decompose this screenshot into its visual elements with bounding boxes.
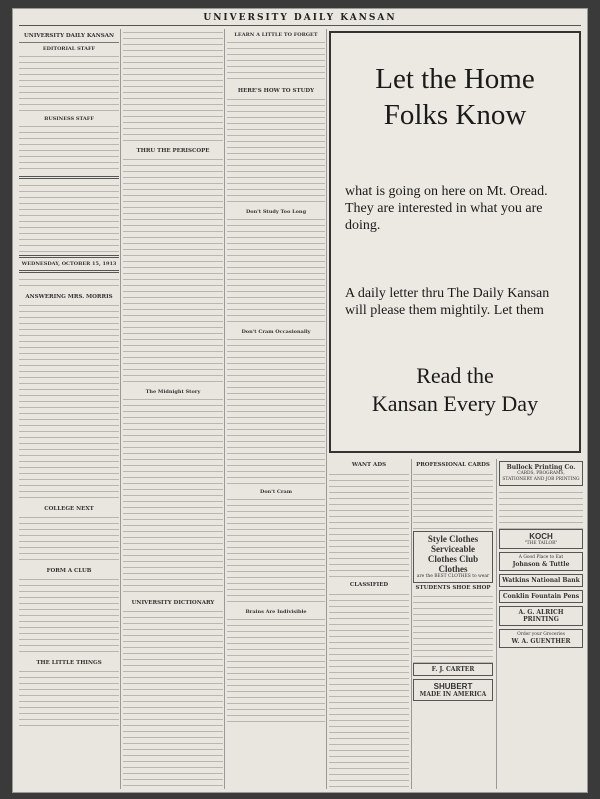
ad-body-2: A daily letter thru The Daily Kansan will please them mightily. Let them [345,286,550,318]
date-line: WEDNESDAY, OCTOBER 15, 1913 [21,261,117,267]
guenther-pre: Order your Groceries [517,632,565,638]
ad-body-1: what is going on here on Mt. Oread. They are interested in what you are doing. [345,184,548,233]
column-1 [19,29,119,789]
bullock-sub: CARDS, PROGRAMS, STATIONERY AND JOB PRINTING [502,471,580,482]
ad-headline-line1: Let the Home [375,63,535,95]
article-text [19,514,119,564]
classified-heading: CLASSIFIED [349,581,389,588]
article-text [227,496,325,606]
conklin-title: Conklin Fountain Pens [502,593,580,601]
classified-text [329,591,409,791]
johnson-pre: A Good Place to Eat [518,555,564,561]
article-text [227,96,325,206]
koch-ad [499,529,583,550]
conklin-ad [499,590,583,603]
headline-college-next: COLLEGE NEXT [44,506,94,512]
headline-periscope: THRU THE PERISCOPE [136,148,210,154]
article-text [227,336,325,486]
column-divider [224,29,225,789]
business-ads-column [499,461,583,791]
column-2 [123,29,223,789]
want-ads-column [329,461,409,791]
johnson-ad [499,552,583,571]
divider [19,42,119,43]
ad-kansan-every-day: Kansan Every Day [371,391,539,416]
masthead: UNIVERSITY DAILY KANSAN [203,13,397,23]
alrich-name: A. G. ALRICH [518,609,564,617]
cards-text [413,471,493,531]
headline-answering: ANSWERING MRS. MORRIS [25,294,113,300]
staff-heading: EDITORIAL STAFF [42,46,96,52]
newspaper-page [12,8,588,793]
shoe-shop-text [413,593,493,663]
style-clothes-title: Style Clothes Serviceable Clothes Club Clothes [427,533,479,574]
alrich-ad [499,606,583,626]
article-text [19,576,119,656]
alrich-title: PRINTING [523,616,559,624]
article-text [19,276,119,290]
article-text [227,616,325,726]
nameplate: UNIVERSITY DAILY KANSAN [24,33,114,39]
want-ads-text [329,471,409,581]
article-text [123,156,223,386]
article-text [123,396,223,596]
guenther-ad [499,629,583,648]
article-text [227,216,325,326]
divider [19,270,119,273]
business-heading: BUSINESS STAFF [44,116,94,122]
headline-learn-forget: LEARN A LITTLE TO FORGET [234,32,318,38]
guenther-title: W. A. GUENTHER [511,637,571,645]
watkins-title: Watkins National Bank [502,577,580,585]
column-divider [326,29,327,789]
ad-read-the: Read the [416,363,494,388]
professional-cards-heading: PROFESSIONAL CARDS [416,462,490,468]
article-text [19,302,119,502]
poem-text [227,39,325,84]
carter-title: F. J. CARTER [431,666,475,674]
bullock-title: Bullock Printing Co. [506,464,576,471]
shubert-ad [413,679,493,701]
article-text [123,608,223,789]
column-divider [496,459,497,789]
subhead-cram: Don't Cram [259,489,293,495]
masthead-rule [19,25,581,26]
headline-form-a-club: FORM A CLUB [46,568,92,574]
shoe-shop-heading: STUDENTS SHOE SHOP [415,584,491,591]
koch-title: KOCH [529,531,553,541]
subhead-brains: Brains Are Indivisible [245,609,307,615]
business-listing [19,123,119,173]
headline-how-to-study: HERE'S HOW TO STUDY [237,88,315,94]
style-clothes-sub: are the BEST CLOTHES to wear [416,573,490,579]
kansan-advertisement [329,31,581,453]
ad-headline-line2: Folks Know [383,99,527,131]
column-3 [227,29,325,789]
article-text [19,668,119,728]
headline-little-things: THE LITTLE THINGS [36,660,102,666]
article-text [123,29,223,144]
staff-listing [19,53,119,113]
subhead-cram-occasionally: Don't Cram Occasionally [241,329,311,335]
watkins-ad [499,574,583,587]
column-divider [411,459,412,789]
divider [19,176,119,179]
subhead-study-long: Don't Study Too Long [245,209,307,215]
headline-dictionary: UNIVERSITY DICTIONARY [131,600,215,606]
johnson-title: Johnson & Tuttle [512,561,570,569]
column-divider [120,29,121,789]
divider [19,255,119,258]
headline-midnight-story: The Midnight Story [145,389,201,395]
made-in-america: MADE IN AMERICA [419,691,487,699]
notice-text [19,182,119,252]
carter-ad [413,663,493,676]
koch-sub: "THE TAILOR" [524,540,558,546]
ad-text [499,489,583,529]
professional-cards-column [413,461,493,791]
style-clothes-ad [413,531,493,583]
want-ads-heading: WANT ADS [351,462,387,468]
bullock-ad [499,461,583,486]
shubert-title: SHUBERT [433,682,473,692]
